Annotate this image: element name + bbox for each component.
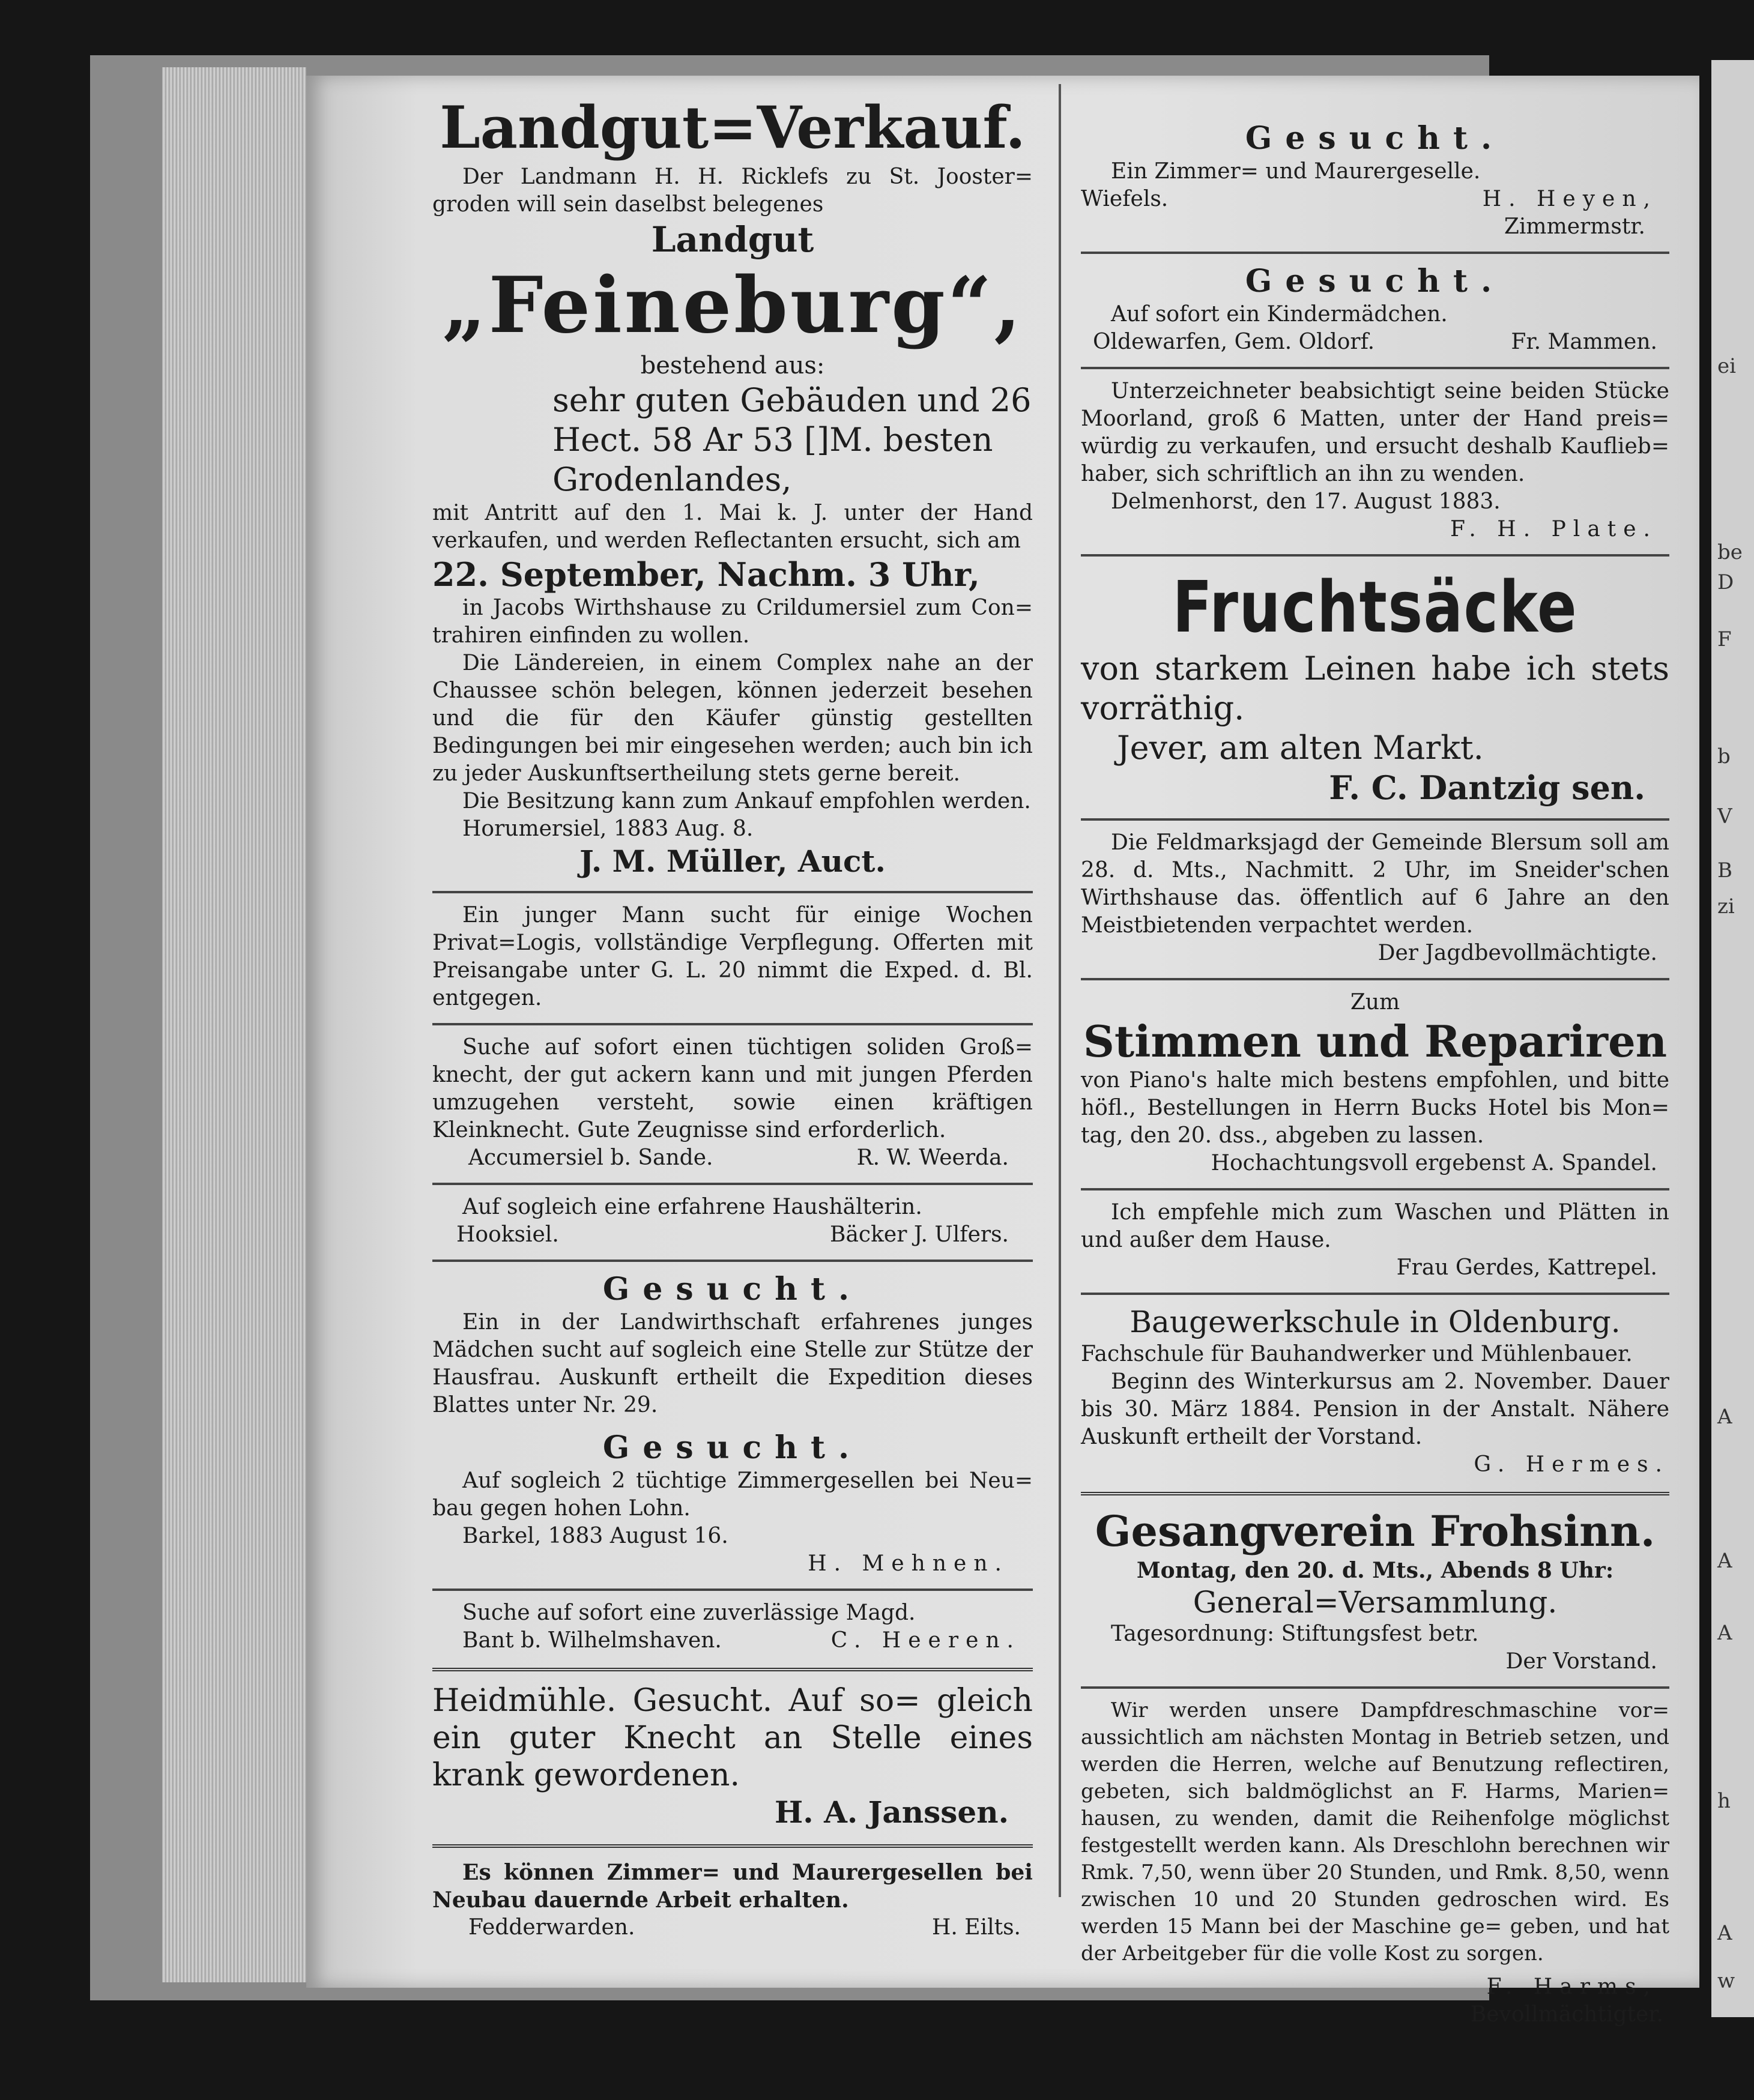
ad-separator xyxy=(1081,1492,1669,1495)
ad-text: Ein Zimmer= und Maurergeselle. xyxy=(1111,159,1481,184)
right-column xyxy=(1081,117,1669,2033)
ad-place-date: Barkel, 1883 August 16. xyxy=(462,1524,728,1548)
ad-text: Suche auf sofort einen tüchtigen soliden Groß= knecht, der gut ackern kann und mit jungen Pferden umzugehen versteht, sowie einen kräftigen Kleinknecht. Gute Zeugnisse sind erforderlich. xyxy=(432,1035,1033,1142)
ad-feldmarksjagd xyxy=(1081,827,1669,972)
ad-place: Jever, am alten Markt. xyxy=(1117,729,1484,767)
ad-subheadline: General=Versammlung. xyxy=(1193,1585,1558,1620)
ad-magd xyxy=(432,1597,1033,1659)
ad-haushaelterin xyxy=(432,1191,1033,1254)
next-page-fragment: A xyxy=(1717,1921,1732,1945)
ad-text: Ein junger Mann sucht für einige Wochen Privat=Logis, vollständige Verpflegung. Offerten mit Preisangabe unter G. L. 20 nimmt die Exped. d. Bl. entgegen. xyxy=(432,903,1033,1010)
ad-text: Die Ländereien, in einem Complex nahe an der Chaussee schön belegen, können jederzeit besehen und die für den Käufer günstig gestellten Bedingungen bei mir eingesehen werden; auch bin ich zu jeder Auskunftsertheilung stets gerne bereit. xyxy=(432,651,1033,786)
next-page-fragment: be xyxy=(1717,540,1743,564)
ad-headline: Gesucht. xyxy=(602,1271,863,1308)
next-page-fragment: h xyxy=(1717,1789,1731,1813)
ad-separator xyxy=(432,1589,1033,1591)
next-page-fragment: w xyxy=(1717,1969,1735,1993)
ad-text: von Piano's halte mich bestens empfohlen, und bitte höfl., Bestellungen in Herrn Bucks Hotel bis Mon= tag, den 20. dss., abgeben zu lassen. xyxy=(1081,1068,1669,1148)
ad-text: Wir werden unsere Dampfdreschmaschine vor= aussichtlich am nächsten Montag in Betrieb setzen, und werden die Herren, welche auf Benutzung reflectiren, gebeten, sich baldmöglichst an F. Harms, Marien= hausen, zu wenden, damit die Reihenfolge möglichst festgestellt werden kann. Als Dreschlohn berechnen wir Rmk. 7,50, wenn über 20 Stunden, und Rmk. 8,50, wenn zwischen 10 und 20 Stunden gedroschen wird. Es werden 15 Mann bei der Maschine ge= geben, und hat der Arbeitgeber für die volle Kost zu sorgen. xyxy=(1081,1698,1669,1966)
ad-text: Auf sofort ein Kindermädchen. xyxy=(1111,302,1448,327)
ad-signature: Hochachtungsvoll ergebenst A. Spandel. xyxy=(1211,1151,1657,1175)
ad-separator xyxy=(432,891,1033,893)
ad-headline: Gesucht. xyxy=(602,1429,863,1466)
ad-signature: Der Vorstand. xyxy=(1505,1649,1657,1674)
ad-gesucht-zimmergesellen xyxy=(432,1426,1033,1583)
ad-text: Suche auf sofort eine zuverlässige Magd. xyxy=(462,1601,916,1625)
ad-text: Ein in der Landwirthschaft erfahrenes junges Mädchen sucht auf sogleich eine Stelle zur Stütze der Hausfrau. Auskunft ertheilt die Expedition dieses Blattes unter Nr. 29. xyxy=(432,1310,1033,1417)
ad-place: Hooksiel. xyxy=(456,1222,559,1247)
ad-subheadline: Landgut xyxy=(651,219,814,260)
ad-separator xyxy=(432,1260,1033,1262)
next-page-fragment: zi xyxy=(1717,895,1735,919)
ad-separator xyxy=(1081,554,1669,557)
ad-landgut-verkauf xyxy=(432,90,1033,885)
ad-place-date: Horumersiel, 1883 Aug. 8. xyxy=(462,816,754,841)
estate-name: „Feineburg“, xyxy=(442,261,1023,351)
ad-text: bestehend aus: xyxy=(640,352,825,379)
ad-grossknecht xyxy=(432,1031,1033,1177)
left-column xyxy=(432,90,1033,1946)
ad-separator xyxy=(1081,818,1669,821)
next-page-sliver xyxy=(1711,60,1754,2017)
ad-moorland xyxy=(1081,375,1669,548)
ad-signature: G. Hermes. xyxy=(1474,1452,1669,1477)
ad-signature-title: Zimmermstr. xyxy=(1504,214,1645,239)
ad-text: Der Landmann H. H. Ricklefs zu St. Jooster= groden will sein daselbst belegenes xyxy=(432,164,1033,217)
ad-separator xyxy=(1081,252,1669,254)
ad-separator xyxy=(432,1844,1033,1848)
ad-signature: H. A. Janssen. xyxy=(775,1794,1009,1830)
ad-heidmuehle xyxy=(432,1680,1033,1836)
ad-headline: Fruchtsäcke xyxy=(1172,566,1578,648)
ad-gesucht-maedchen xyxy=(432,1268,1033,1424)
ad-headline: Stimmen und Repariren xyxy=(1083,1016,1668,1067)
ad-signature: H. Eilts. xyxy=(932,1915,1021,1940)
ad-headline: Gesucht. xyxy=(1245,263,1505,300)
ad-stimmen-repariren xyxy=(1081,986,1669,1182)
ad-text: in Jacobs Wirthshause zu Crildumersiel zum Con= trahiren einfinden zu wollen. xyxy=(432,596,1033,648)
ad-signature: Fr. Mammen. xyxy=(1511,330,1657,354)
ad-text: mit Antritt auf den 1. Mai k. J. unter der Hand verkaufen, und werden Reflectanten ersucht, sich am xyxy=(432,501,1033,553)
ad-signature: Der Jagdbevollmächtigte. xyxy=(1377,941,1657,965)
ad-place: Bant b. Wilhelmshaven. xyxy=(462,1628,722,1653)
ad-separator xyxy=(1081,1188,1669,1190)
ad-fruchtsaecke xyxy=(1081,563,1669,812)
ad-text: Montag, den 20. d. Mts., Abends 8 Uhr: xyxy=(1136,1558,1614,1583)
ad-maurergesellen xyxy=(432,1856,1033,1946)
next-page-fragment: b xyxy=(1717,744,1731,768)
ad-baugewerkschule xyxy=(1081,1301,1669,1483)
ad-signature: F. C. Dantzig sen. xyxy=(1329,768,1645,807)
ad-text: Die Besitzung kann zum Ankauf empfohlen werden. xyxy=(462,789,1031,813)
ad-gesucht-kindermaedchen xyxy=(1081,260,1669,361)
ad-signature: Bäcker J. Ulfers. xyxy=(830,1222,1009,1247)
ad-signature: C. Heeren. xyxy=(830,1628,1021,1653)
ad-signature: F. Harms, xyxy=(1486,1975,1657,1999)
ad-separator xyxy=(1081,367,1669,369)
ad-text: Es können Zimmer= und Maurergesellen bei Neubau dauernde Arbeit erhalten. xyxy=(432,1860,1033,1913)
next-page-fragment: ei xyxy=(1717,354,1736,378)
ad-signature-title: Bevollmächtigter. xyxy=(1470,2002,1663,2027)
next-page-fragment: F xyxy=(1717,627,1732,651)
ad-text: von starkem Leinen habe ich stets vorräthig. xyxy=(1081,650,1669,727)
ad-text: Die Feldmarksjagd der Gemeinde Blersum soll am 28. d. Mts., Nachmitt. 2 Uhr, im Sneider'schen Wirthshause das. öffentlich auf 6 Jahre an den Meistbietenden verpachtet werden. xyxy=(1081,830,1669,938)
ad-text: Beginn des Winterkursus am 2. November. Dauer bis 30. März 1884. Pension in der Anstalt. Nähere Auskunft ertheilt der Vorstand. xyxy=(1081,1369,1669,1449)
ad-place-date: Delmenhorst, den 17. August 1883. xyxy=(1111,489,1501,514)
ad-separator xyxy=(1081,978,1669,980)
ad-headline: Gesangverein Frohsinn. xyxy=(1095,1506,1656,1556)
ad-separator xyxy=(1081,1293,1669,1295)
next-page-fragment: B xyxy=(1717,858,1732,883)
ad-text: Tagesordnung: Stiftungsfest betr. xyxy=(1111,1622,1479,1646)
ad-separator xyxy=(432,1183,1033,1185)
ad-gesucht-maurergeselle xyxy=(1081,117,1669,246)
next-page-fragment: A xyxy=(1717,1549,1732,1573)
ad-place: Accumersiel b. Sande. xyxy=(468,1145,713,1170)
property-description: sehr guten Gebäuden und 26 Hect. 58 Ar 53 []M. besten Grodenlandes, xyxy=(552,381,1032,498)
ad-privat-logis xyxy=(432,899,1033,1017)
column-divider xyxy=(1059,84,1061,1897)
next-page-fragment: D xyxy=(1717,570,1734,594)
next-page-fragment: V xyxy=(1717,804,1732,828)
ad-dampfdreschmaschine xyxy=(1081,1695,1669,2033)
next-page-fragment: A xyxy=(1717,1405,1732,1429)
ad-text: Ich empfehle mich zum Waschen und Plätten in und außer dem Hause. xyxy=(1081,1200,1669,1252)
ad-waschen xyxy=(1081,1196,1669,1287)
ad-text: Heidmühle. Gesucht. Auf so= gleich ein guter Knecht an Stelle eines krank gewordenen. xyxy=(432,1683,1033,1793)
ad-place: Oldewarfen, Gem. Oldorf. xyxy=(1093,330,1375,354)
ad-place: Fedderwarden. xyxy=(468,1915,635,1940)
ad-headline: Baugewerkschule in Oldenburg. xyxy=(1130,1305,1621,1339)
auction-date: 22. September, Nachm. 3 Uhr, xyxy=(432,555,980,594)
ad-signature: F. H. Plate. xyxy=(1450,517,1657,542)
ad-gesangverein xyxy=(1081,1504,1669,1680)
ad-signature: R. W. Weerda. xyxy=(856,1145,1009,1170)
ad-separator xyxy=(432,1023,1033,1025)
ad-signature: H. Heyen, xyxy=(1482,187,1657,211)
next-page-fragment: A xyxy=(1717,1621,1732,1645)
ad-text: Fachschule für Bauhandwerker und Mühlenbauer. xyxy=(1081,1342,1633,1366)
ad-headline: Gesucht. xyxy=(1245,120,1505,157)
ad-signature: J. M. Müller, Auct. xyxy=(579,843,886,879)
ad-separator xyxy=(1081,1686,1669,1689)
page-edges xyxy=(162,67,306,1982)
ad-signature: H. Mehnen. xyxy=(808,1551,1009,1576)
ad-text: Unterzeichneter beabsichtigt seine beiden Stücke Moorland, groß 6 Matten, unter der Hand preis= würdig zu verkaufen, und ersucht deshalb Kauflieb= haber, sich schriftlich an ihn zu wenden. xyxy=(1081,379,1669,486)
ad-signature: Frau Gerdes, Kattrepel. xyxy=(1396,1255,1657,1280)
ad-headline: Landgut=Verkauf. xyxy=(440,94,1026,161)
ad-text: Auf sogleich 2 tüchtige Zimmergesellen bei Neu= bau gegen hohen Lohn. xyxy=(432,1468,1033,1521)
ad-place: Wiefels. xyxy=(1081,187,1169,211)
ad-pretitle: Zum xyxy=(1350,990,1400,1015)
ad-separator xyxy=(432,1668,1033,1671)
ad-text: Auf sogleich eine erfahrene Haushälterin. xyxy=(462,1195,922,1219)
